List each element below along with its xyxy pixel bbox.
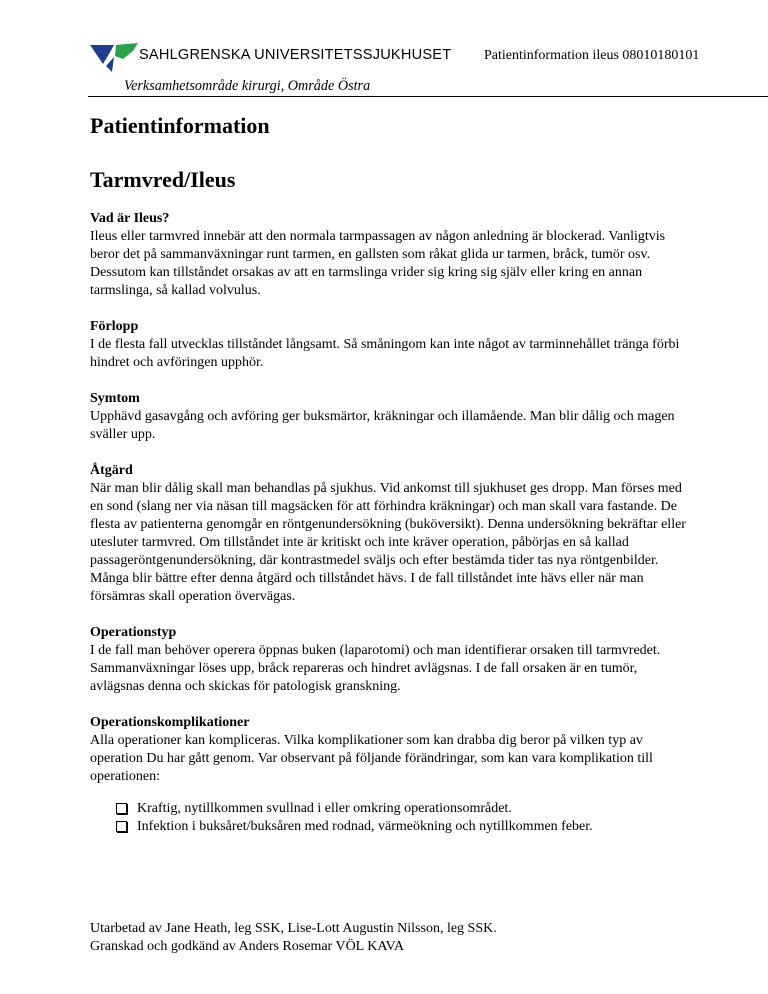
footer-authors: Utarbetad av Jane Heath, leg SSK, Lise-Lott Augustin Nilsson, leg SSK. bbox=[90, 921, 497, 936]
section-heading: Åtgärd bbox=[90, 463, 133, 478]
sections bbox=[90, 210, 690, 836]
section-forlopp bbox=[90, 318, 690, 372]
section-heading: Operationskomplikationer bbox=[90, 715, 250, 730]
section-body: Upphävd gasavgång och avföring ger buksmärtor, kräkningar och illamående. Man blir dålig och magen sväller upp. bbox=[90, 409, 675, 442]
section-symtom bbox=[90, 390, 690, 444]
checklist-item-text: Kraftig, nytillkommen svullnad i eller omkring operationsområdet. bbox=[137, 801, 512, 816]
checklist-item bbox=[116, 800, 690, 818]
section-atgard bbox=[90, 462, 690, 606]
checklist-item bbox=[116, 818, 690, 836]
checkbox-icon bbox=[116, 821, 127, 832]
department-name: Verksamhetsområde kirurgi, Område Östra bbox=[124, 78, 371, 94]
footer bbox=[90, 920, 497, 956]
hospital-logo bbox=[90, 42, 138, 78]
main-title: Tarmvred/Ileus bbox=[90, 167, 236, 192]
organization-name: SAHLGRENSKA UNIVERSITETSSJUKHUSET bbox=[139, 47, 452, 63]
complication-checklist bbox=[90, 800, 690, 836]
section-body: När man blir dålig skall man behandlas på sjukhus. Vid ankomst till sjukhuset ges dropp. Man förses med en sond (slang ner via näsan till magsäcken för att förhindra kräkningar) och man skall vara fastande. De flesta av patienterna genomgår en röntgenundersökning (buköversikt). Denna undersökning bekräftar eller utesluter tarmvred. Om tillståndet inte är kritiskt och inte kräver operation, påbörjas en så kallad passageröntgenundersökning, där kontrastmedel sväljs och efter bestämda tider tas nya röntgenbilder. Många blir bättre efter denna åtgärd och tillståndet hävs. I de fall tillståndet inte hävs eller när man försämras skall operation övervägas. bbox=[90, 481, 686, 604]
section-body: I de fall man behöver operera öppnas buken (laparotomi) och man identifierar orsaken till tarmvredet. Sammanväxningar löses upp, bråck repareras och hindret avlägsnas. I de fall orsaken är en tumör, avlägsnas denna och skickas för patologisk granskning. bbox=[90, 643, 661, 694]
section-operationstyp bbox=[90, 624, 690, 696]
section-heading: Operationstyp bbox=[90, 625, 177, 640]
section-vad-ar-ileus bbox=[90, 210, 690, 300]
section-heading: Vad är Ileus? bbox=[90, 211, 170, 226]
document-label: Patientinformation ileus 08010180101 bbox=[484, 48, 700, 63]
section-operationskomplikationer bbox=[90, 714, 690, 836]
document-body bbox=[90, 110, 690, 854]
page-title: Patientinformation bbox=[90, 113, 270, 138]
checklist-item-text: Infektion i buksåret/buksåren med rodnad, värmeökning och nytillkommen feber. bbox=[137, 819, 593, 834]
checkbox-icon bbox=[116, 803, 127, 814]
section-heading: Förlopp bbox=[90, 319, 139, 334]
section-heading: Symtom bbox=[90, 391, 140, 406]
section-body: Ileus eller tarmvred innebär att den normala tarmpassagen av någon anledning är blockerad. Vanligtvis beror det på sammanväxningar runt tarmen, en gallsten som råkat glida ur tarmen, bråck, tumör osv. Dessutom kan tillståndet orsakas av att en tarmslinga vrider sig kring sig själv eller kring en annan tarmslinga, så kallad volvulus. bbox=[90, 229, 666, 298]
header-divider bbox=[88, 96, 768, 97]
section-body: I de flesta fall utvecklas tillståndet långsamt. Så småningom kan inte något av tarminnehållet tränga förbi hindret och avföringen upphör. bbox=[90, 337, 680, 370]
footer-approval: Granskad och godkänd av Anders Rosemar VÖL KAVA bbox=[90, 939, 405, 954]
logo-green-wing bbox=[115, 43, 138, 59]
logo-blue-leaf bbox=[106, 57, 114, 72]
section-body: Alla operationer kan kompliceras. Vilka komplikationer som kan drabba dig beror på vilken typ av operation Du har gått genom. Var observant på följande förändringar, som kan vara komplikation till operationen: bbox=[90, 733, 653, 784]
